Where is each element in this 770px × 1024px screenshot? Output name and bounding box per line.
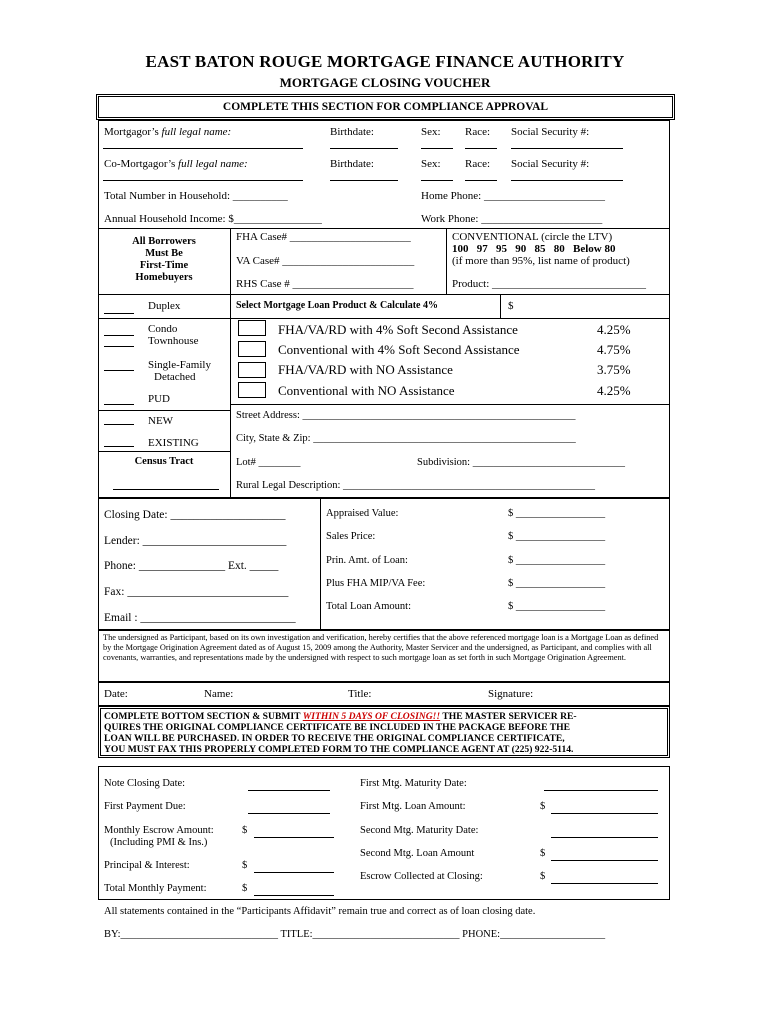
option-rate: 4.25% [597, 322, 631, 337]
first-payment-label: First Payment Due: [104, 801, 186, 812]
option-rate: 4.25% [597, 383, 631, 398]
sex-label: Sex: [421, 126, 441, 138]
single-family-label: Single-Family [148, 359, 211, 371]
street-address-field[interactable]: Street Address: ____________________________________________________ [236, 410, 576, 421]
single-family-check-line[interactable] [104, 370, 134, 371]
second-maturity-label: Second Mtg. Maturity Date: [360, 825, 479, 836]
fax-field[interactable]: Fax: ____________________________ [104, 586, 289, 598]
option-rate: 3.75% [597, 362, 631, 377]
divider [230, 228, 231, 498]
option-label: FHA/VA/RD with NO Assistance [278, 362, 453, 377]
ltv-note: (if more than 95%, list name of product) [452, 255, 630, 267]
census-tract-label: Census Tract [134, 456, 194, 467]
first-amount-dollar: $ [540, 801, 546, 812]
race-label: Race: [465, 126, 491, 138]
divider [446, 228, 447, 294]
option-rate: 4.75% [597, 342, 631, 357]
mortgagor-birthdate-field[interactable] [330, 148, 398, 149]
divider [230, 404, 670, 405]
by-title-phone-line[interactable]: BY:______________________________ TITLE:____________________________ PHONE:____________________ [104, 929, 606, 940]
sales-price-label: Sales Price: [326, 531, 376, 542]
deadline-emphasis: WITHIN 5 DAYS OF CLOSING!! [302, 711, 441, 722]
mortgagor-race-field[interactable] [465, 148, 497, 149]
second-amount-label: Second Mtg. Loan Amount [360, 848, 475, 859]
co-sex-field[interactable] [421, 180, 453, 181]
mortgagor-label: Mortgagor’s full legal name: [104, 126, 232, 138]
escrow-collected-label: Escrow Collected at Closing: [360, 871, 483, 882]
fha-case-field[interactable]: FHA Case# ______________________ [236, 231, 411, 243]
principal-interest-label: Principal & Interest: [104, 860, 190, 871]
affidavit-statement: All statements contained in the “Participants Affidavit” remain true and correct as of loan closing date. [104, 906, 536, 917]
certification-text: The undersigned as Participant, based on its own investigation and verification, hereby certifies that the above referenced mortgage loan is a Mortgage Loan as defined by the Mortgage Origination Agreement dated as of August 15, 2009 among the Authority, Master Servicer and the undersigned, as Participant, and complies with all covenants, warranties, and representations made by the undersigned with respect to such mortgage loan as set forth in such Mortgage Origination Agreement. [103, 633, 659, 662]
sign-signature-label: Signature: [488, 688, 534, 700]
mortgagor-name-field[interactable] [103, 148, 303, 149]
sales-price-field[interactable]: $ _________________ [508, 531, 606, 542]
census-tract-field[interactable] [113, 489, 219, 490]
escrow-collected-field[interactable] [551, 883, 658, 884]
appraised-value-label: Appraised Value: [326, 508, 399, 519]
townhouse-check-line[interactable] [104, 346, 134, 347]
prin-amt-field[interactable]: $ _________________ [508, 555, 606, 566]
divider [98, 294, 670, 295]
co-race-field[interactable] [465, 180, 497, 181]
first-amount-label: First Mtg. Loan Amount: [360, 801, 466, 812]
divider [98, 451, 230, 452]
sign-row-box [98, 682, 670, 706]
first-time-notice: All Borrowers Must Be First-Time Homebuyers [132, 236, 196, 283]
existing-check-line[interactable] [104, 446, 134, 447]
option-label: Conventional with 4% Soft Second Assistance [278, 342, 520, 357]
divider [98, 228, 670, 229]
option-label: Conventional with NO Assistance [278, 383, 455, 398]
co-race-label: Race: [465, 158, 491, 170]
product-dollar: $ [508, 300, 514, 312]
total-monthly-label: Total Monthly Payment: [104, 883, 207, 894]
pud-label: PUD [148, 393, 171, 405]
home-phone-field[interactable]: Home Phone: ______________________ [421, 190, 605, 202]
ssn-label: Social Security #: [511, 126, 590, 138]
email-field[interactable]: Email : ___________________________ [104, 612, 296, 624]
mip-field[interactable]: $ _________________ [508, 578, 606, 589]
notice-text: COMPLETE BOTTOM SECTION & SUBMIT WITHIN 5 DAYS OF CLOSING!! THE MASTER SERVICER RE- QUIRES THE ORIGINAL COMPLIANCE CERTIFICATE BE INCLUDED IN THE PACKAGE BEFORE THE LOAN WILL BE PURCHASED. IN ORDER TO RECEIVE THE ORIGINAL COMPLIANCE CERTIFICATE, YOU MUST FAX THIS PROPERLY COMPLETED FORM TO THE COMPLIANCE AGENT AT (225) 922-5114. [104, 711, 577, 755]
condo-check-line[interactable] [104, 335, 134, 336]
note-closing-label: Note Closing Date: [104, 778, 186, 789]
duplex-check-line[interactable] [104, 313, 134, 314]
principal-interest-dollar: $ [242, 860, 248, 871]
divider [98, 410, 230, 411]
condo-label: Condo [148, 323, 178, 335]
first-maturity-field[interactable] [544, 790, 658, 791]
pud-check-line[interactable] [104, 404, 134, 405]
first-amount-field[interactable] [551, 813, 658, 814]
total-loan-label: Total Loan Amount: [326, 601, 412, 612]
new-check-line[interactable] [104, 424, 134, 425]
option-checkbox[interactable] [238, 382, 266, 398]
conventional-ltv-label: CONVENTIONAL (circle the LTV) [452, 231, 613, 243]
option-checkbox[interactable] [238, 341, 266, 357]
co-birthdate-field[interactable] [330, 180, 398, 181]
lot-field[interactable]: Lot# ________ [236, 457, 301, 468]
ltv-values[interactable]: 100 97 95 90 85 80 Below 80 [452, 243, 616, 255]
lender-field[interactable]: Lender: _________________________ [104, 535, 287, 547]
option-checkbox[interactable] [238, 320, 266, 336]
form-title: MORTGAGE CLOSING VOUCHER [279, 75, 491, 90]
option-checkbox[interactable] [238, 362, 266, 378]
subdivision-field[interactable]: Subdivision: _____________________________ [417, 457, 625, 468]
divider [320, 498, 321, 630]
new-label: NEW [148, 415, 174, 427]
existing-label: EXISTING [148, 437, 199, 449]
total-loan-field[interactable]: $ _________________ [508, 601, 606, 612]
birthdate-label: Birthdate: [330, 126, 374, 138]
co-sex-label: Sex: [421, 158, 441, 170]
note-closing-field[interactable] [248, 790, 330, 791]
mortgagor-ssn-field[interactable] [511, 148, 623, 149]
mortgagor-sex-field[interactable] [421, 148, 453, 149]
prin-amt-label: Prin. Amt. of Loan: [326, 555, 408, 566]
detached-label: Detached [154, 371, 196, 383]
product-select-header: Select Mortgage Loan Product & Calculate 4% [236, 300, 438, 311]
co-ssn-label: Social Security #: [511, 158, 590, 170]
second-amount-dollar: $ [540, 848, 546, 859]
first-payment-field[interactable] [248, 813, 330, 814]
mip-label: Plus FHA MIP/VA Fee: [326, 578, 426, 589]
closing-date-field[interactable]: Closing Date: ____________________ [104, 509, 286, 521]
monthly-escrow-label: Monthly Escrow Amount: [104, 825, 214, 836]
monthly-escrow-field[interactable] [254, 837, 334, 838]
escrow-collected-dollar: $ [540, 871, 546, 882]
co-mortgagor-name-field[interactable] [103, 180, 303, 181]
first-maturity-label: First Mtg. Maturity Date: [360, 778, 467, 789]
section-title: COMPLETE THIS SECTION FOR COMPLIANCE APPROVAL [222, 101, 549, 113]
second-maturity-field[interactable] [551, 837, 658, 838]
co-mortgagor-label: Co-Mortgagor’s full legal name: [104, 158, 248, 170]
product-field[interactable]: Product: ____________________________ [452, 278, 647, 290]
work-phone-field[interactable]: Work Phone: ______________________ [421, 213, 603, 225]
option-label: FHA/VA/RD with 4% Soft Second Assistance [278, 322, 518, 337]
divider [98, 318, 230, 319]
org-title: EAST BATON ROUGE MORTGAGE FINANCE AUTHORITY [145, 52, 625, 71]
divider [230, 318, 670, 319]
second-amount-field[interactable] [551, 860, 658, 861]
rural-legal-field[interactable]: Rural Legal Description: ________________________________________________ [236, 480, 596, 491]
appraised-value-field[interactable]: $ _________________ [508, 508, 606, 519]
co-birthdate-label: Birthdate: [330, 158, 374, 170]
total-monthly-field[interactable] [254, 895, 334, 896]
annual-income-field[interactable]: Annual Household Income: $________________ [104, 213, 322, 225]
total-monthly-dollar: $ [242, 883, 248, 894]
co-ssn-field[interactable] [511, 180, 623, 181]
townhouse-label: Townhouse [148, 335, 199, 347]
phone-field[interactable]: Phone: _______________ Ext. _____ [104, 560, 279, 572]
household-number-field[interactable]: Total Number in Household: __________ [104, 190, 288, 202]
city-state-zip-field[interactable]: City, State & Zip: __________________________________________________ [236, 433, 576, 444]
duplex-label: Duplex [148, 300, 181, 312]
principal-interest-field[interactable] [254, 872, 334, 873]
sign-date-label: Date: [104, 688, 128, 700]
sign-title-label: Title: [348, 688, 372, 700]
pmi-note: (Including PMI & Ins.) [110, 837, 208, 848]
sign-name-label: Name: [204, 688, 234, 700]
rhs-case-field[interactable]: RHS Case # ______________________ [236, 278, 414, 290]
divider [500, 294, 501, 318]
monthly-escrow-dollar: $ [242, 825, 248, 836]
va-case-field[interactable]: VA Case# ________________________ [236, 255, 415, 267]
